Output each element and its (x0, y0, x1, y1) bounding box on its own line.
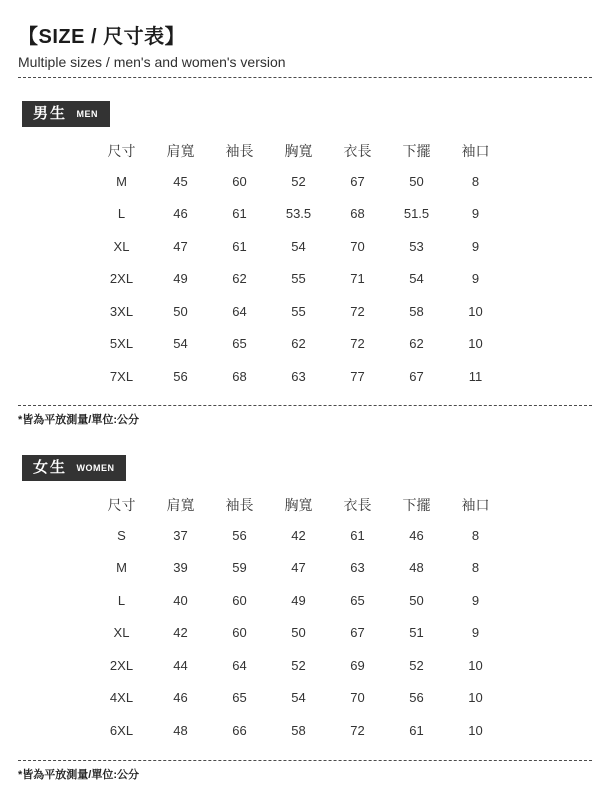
column-header: 袖長 (225, 143, 254, 160)
measurement-cell: 50 (173, 303, 188, 319)
size-label-cell: 2XL (109, 657, 134, 673)
women-badge (22, 455, 126, 481)
column-header: 肩寬 (166, 143, 195, 160)
size-label-cell: S (117, 527, 126, 543)
measurement-cell: 47 (291, 560, 306, 576)
page-subtitle: Multiple sizes / men's and women's version (18, 54, 286, 70)
table-row (92, 198, 505, 231)
measurement-cell: 53.5 (285, 206, 312, 222)
measurement-cell: 56 (173, 368, 188, 384)
measurement-cell: 48 (173, 722, 188, 738)
measurement-cell: 47 (173, 238, 188, 254)
measurement-cell: 62 (291, 336, 306, 352)
measurement-cell: 62 (232, 271, 247, 287)
measurement-cell: 68 (350, 206, 365, 222)
measurement-cell: 65 (232, 336, 247, 352)
column-header: 衣長 (343, 496, 372, 513)
measurement-cell: 67 (409, 368, 424, 384)
measurement-cell: 46 (173, 206, 188, 222)
measurement-cell: 50 (409, 592, 424, 608)
women-measure-note: *皆為平放測量/單位:公分 (18, 769, 139, 782)
women-badge-label-en: WOMEN (76, 462, 115, 473)
measurement-cell: 68 (232, 368, 247, 384)
measurement-cell: 52 (409, 657, 424, 673)
table-row (92, 649, 505, 682)
men-measure-note: *皆為平放測量/單位:公分 (18, 413, 139, 426)
column-header: 下擺 (402, 143, 431, 160)
measurement-cell: 49 (173, 271, 188, 287)
measurement-cell: 45 (173, 173, 188, 189)
measurement-cell: 70 (350, 238, 365, 254)
measurement-cell: 63 (291, 368, 306, 384)
column-header: 袖口 (461, 496, 490, 513)
column-header: 衣長 (343, 143, 372, 160)
measurement-cell: 60 (232, 625, 247, 641)
measurement-cell: 49 (291, 592, 306, 608)
measurement-cell: 8 (471, 560, 480, 576)
measurement-cell: 8 (471, 173, 480, 189)
measurement-cell: 54 (291, 238, 306, 254)
column-header: 胸寬 (284, 143, 313, 160)
measurement-cell: 60 (232, 173, 247, 189)
measurement-cell: 55 (291, 271, 306, 287)
men-badge (22, 101, 110, 127)
measurement-cell: 60 (232, 592, 247, 608)
women-size-section (18, 427, 592, 747)
men-size-table (92, 137, 505, 393)
measurement-cell: 9 (471, 238, 480, 254)
table-row (92, 328, 505, 361)
men-size-section (18, 78, 592, 393)
measurement-cell: 61 (409, 722, 424, 738)
table-row (92, 714, 505, 747)
measurement-cell: 50 (291, 625, 306, 641)
women-size-table (92, 491, 505, 747)
size-label-cell: 3XL (109, 303, 134, 319)
measurement-cell: 42 (173, 625, 188, 641)
column-header: 下擺 (402, 496, 431, 513)
measurement-cell: 10 (468, 690, 483, 706)
table-row (92, 551, 505, 584)
measurement-cell: 70 (350, 690, 365, 706)
measurement-cell: 61 (350, 527, 365, 543)
women-badge-label-zh: 女生 (33, 458, 68, 476)
table-row (92, 681, 505, 714)
size-label-cell: 6XL (109, 722, 134, 738)
size-label-cell: L (117, 592, 126, 608)
size-label-cell: 5XL (109, 336, 134, 352)
table-header-row (92, 137, 505, 165)
measurement-cell: 61 (232, 238, 247, 254)
measurement-cell: 51 (409, 625, 424, 641)
size-label-cell: 2XL (109, 271, 134, 287)
table-row (92, 165, 505, 198)
measurement-cell: 53 (409, 238, 424, 254)
column-header: 尺寸 (107, 143, 136, 160)
size-label-cell: 7XL (109, 368, 134, 384)
measurement-cell: 71 (350, 271, 365, 287)
measurement-cell: 72 (350, 722, 365, 738)
measurement-cell: 42 (291, 527, 306, 543)
measurement-cell: 10 (468, 657, 483, 673)
measurement-cell: 67 (350, 625, 365, 641)
measurement-cell: 54 (291, 690, 306, 706)
measurement-cell: 61 (232, 206, 247, 222)
table-row (92, 295, 505, 328)
measurement-cell: 39 (173, 560, 188, 576)
measurement-cell: 37 (173, 527, 188, 543)
size-label-cell: XL (113, 238, 130, 254)
measurement-cell: 56 (232, 527, 247, 543)
measurement-cell: 69 (350, 657, 365, 673)
measurement-cell: 56 (409, 690, 424, 706)
table-row (92, 263, 505, 296)
women-bottom-divider (18, 760, 592, 761)
measurement-cell: 72 (350, 303, 365, 319)
measurement-cell: 11 (468, 368, 483, 384)
measurement-cell: 67 (350, 173, 365, 189)
size-label-cell: M (116, 173, 127, 189)
measurement-cell: 9 (471, 625, 480, 641)
measurement-cell: 10 (468, 336, 483, 352)
measurement-cell: 8 (471, 527, 480, 543)
men-badge-label-zh: 男生 (33, 104, 68, 122)
measurement-cell: 10 (468, 303, 483, 319)
measurement-cell: 10 (468, 722, 483, 738)
measurement-cell: 58 (291, 722, 306, 738)
measurement-cell: 50 (409, 173, 424, 189)
measurement-cell: 62 (409, 336, 424, 352)
measurement-cell: 54 (409, 271, 424, 287)
size-label-cell: 4XL (109, 690, 134, 706)
measurement-cell: 64 (232, 303, 247, 319)
table-row (92, 230, 505, 263)
column-header: 尺寸 (107, 496, 136, 513)
measurement-cell: 66 (232, 722, 247, 738)
column-header: 胸寬 (284, 496, 313, 513)
measurement-cell: 65 (350, 592, 365, 608)
table-row (92, 584, 505, 617)
measurement-cell: 9 (471, 206, 480, 222)
table-row (92, 616, 505, 649)
size-label-cell: XL (113, 625, 130, 641)
measurement-cell: 9 (471, 592, 480, 608)
measurement-cell: 55 (291, 303, 306, 319)
measurement-cell: 52 (291, 657, 306, 673)
measurement-cell: 40 (173, 592, 188, 608)
column-header: 袖長 (225, 496, 254, 513)
page-title: 【SIZE / 尺寸表】 (18, 26, 186, 48)
measurement-cell: 9 (471, 271, 480, 287)
measurement-cell: 48 (409, 560, 424, 576)
table-header-row (92, 491, 505, 519)
measurement-cell: 51.5 (403, 206, 430, 222)
measurement-cell: 77 (350, 368, 365, 384)
measurement-cell: 63 (350, 560, 365, 576)
measurement-cell: 46 (409, 527, 424, 543)
measurement-cell: 46 (173, 690, 188, 706)
measurement-cell: 59 (232, 560, 247, 576)
table-row (92, 360, 505, 393)
size-label-cell: M (116, 560, 127, 576)
size-label-cell: L (117, 206, 126, 222)
measurement-cell: 52 (291, 173, 306, 189)
measurement-cell: 64 (232, 657, 247, 673)
measurement-cell: 44 (173, 657, 188, 673)
column-header: 肩寬 (166, 496, 195, 513)
men-bottom-divider (18, 405, 592, 406)
measurement-cell: 54 (173, 336, 188, 352)
measurement-cell: 58 (409, 303, 424, 319)
men-badge-label-en: MEN (76, 108, 98, 119)
table-row (92, 519, 505, 552)
measurement-cell: 65 (232, 690, 247, 706)
column-header: 袖口 (461, 143, 490, 160)
measurement-cell: 72 (350, 336, 365, 352)
